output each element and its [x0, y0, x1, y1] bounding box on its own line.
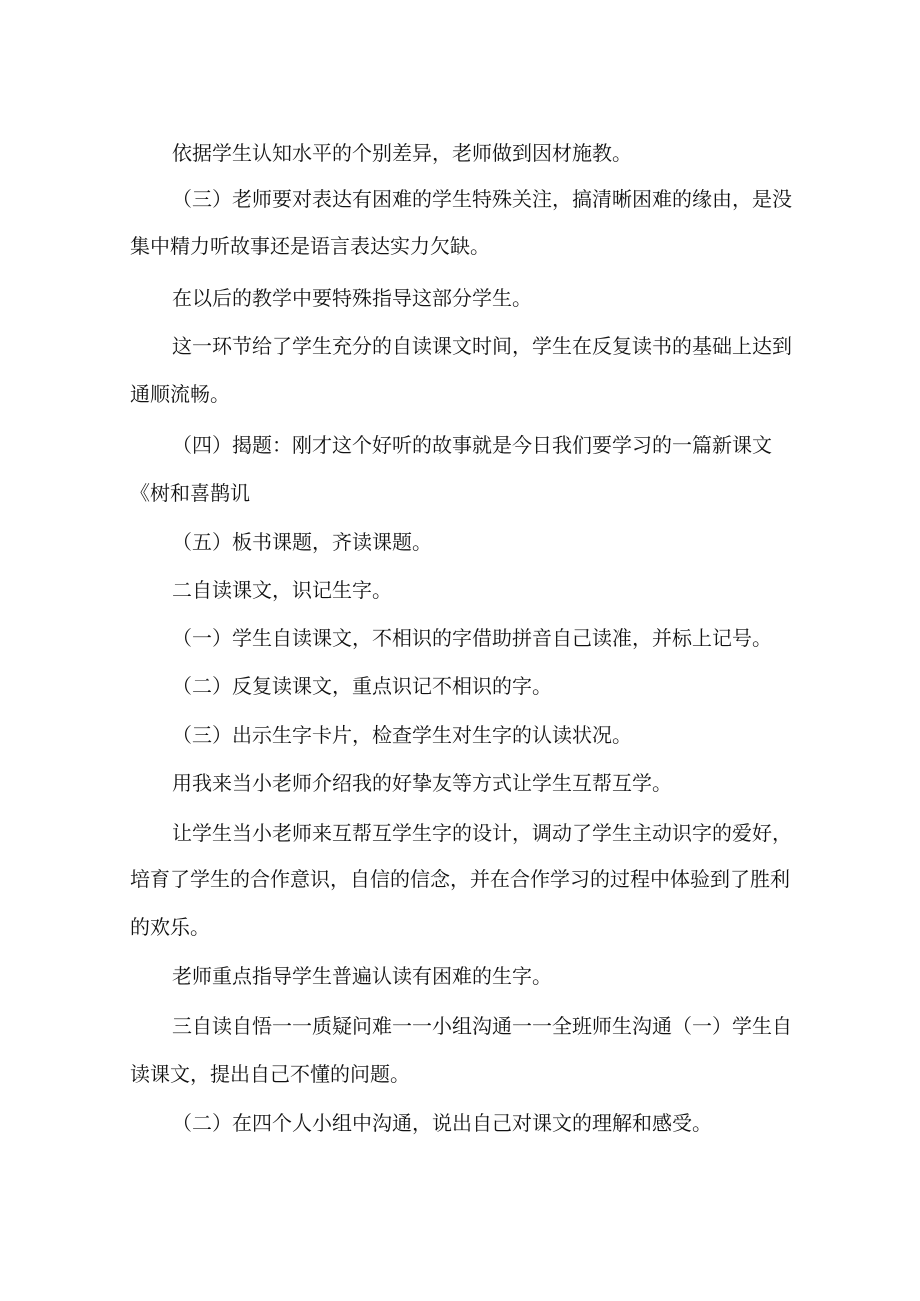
paragraph-line: （二）在四个人小组中沟通，说出自己对课文的理解和感受。: [172, 1111, 712, 1135]
paragraph-line: （五）板书课题，齐读课题。: [172, 530, 432, 554]
paragraph-line: 用我来当小老师介绍我的好挚友等方式让学生互帮互学。: [172, 771, 672, 795]
paragraph-line: 三自读自悟一一质疑问难一一小组沟通一一全班师生沟通（一）学生自: [172, 1014, 792, 1038]
paragraph-line: 的欢乐。: [130, 915, 210, 939]
paragraph-line: 培育了学生的合作意识，自信的信念，并在合作学习的过程中体验到了胜利: [130, 867, 790, 891]
paragraph-line: 读课文，提出自己不懂的问题。: [130, 1062, 410, 1086]
paragraph-line: 老师重点指导学生普遍认读有困难的生字。: [172, 964, 552, 988]
paragraph-line: （三）出示生字卡片，检查学生对生字的认读状况。: [172, 723, 632, 747]
paragraph-line: 让学生当小老师来互帮互学生字的设计，调动了学生主动识字的爱好，: [172, 821, 792, 845]
paragraph-line: 《树和喜鹊讥: [130, 481, 250, 505]
paragraph-line: （三）老师要对表达有困难的学生特殊关注，搞清晰困难的缘由，是没: [172, 187, 792, 211]
paragraph-line: 依据学生认知水平的个别差异，老师做到因材施教。: [172, 141, 632, 165]
paragraph-line: 这一环节给了学生充分的自读课文时间，学生在反复读书的基础上达到: [172, 334, 792, 358]
paragraph-line: 二自读课文，识记生字。: [172, 578, 392, 602]
paragraph-line: 在以后的教学中要特殊指导这部分学生。: [172, 286, 532, 310]
paragraph-line: （二）反复读课文，重点识记不相识的字。: [172, 674, 552, 698]
paragraph-line: （一）学生自读课文，不相识的字借助拼音自己读准，并标上记号。: [172, 626, 772, 650]
paragraph-line: 通顺流畅。: [130, 382, 230, 406]
paragraph-line: 集中精力听故事还是语言表达实力欠缺。: [130, 234, 490, 258]
paragraph-line: （四）揭题：刚才这个好听的故事就是今日我们要学习的一篇新课文: [172, 433, 772, 457]
